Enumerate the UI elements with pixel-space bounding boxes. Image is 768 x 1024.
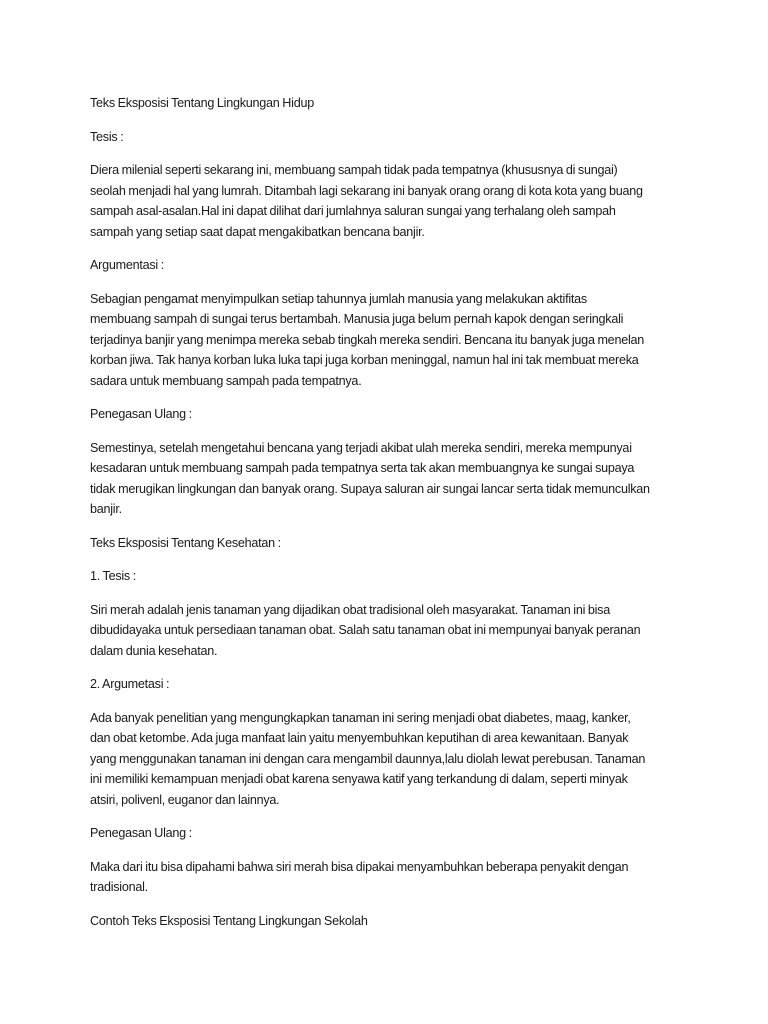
document-page (90, 93, 690, 944)
paragraph-argumetasi-kesehatan: Ada banyak penelitian yang mengungkapkan tanaman ini sering menjadi obat diabetes, maag, kanker, dan obat ketombe. Ada juga manfaat lain yaitu menyembuhkan keputihan di area kewanitaan. Banyak yang menggunakan tanaman ini dengan cara mengambil daunnya,lalu diolah lewat perebusan. Tanaman ini memiliki kemampuan menjadi obat karena senyawa katif yang terkandung di dalam, seperti minyak atsiri, polivenl, euganor dan lainnya. (90, 710, 646, 807)
paragraph-penegasan-ulang-kesehatan: Maka dari itu bisa dipahami bahwa siri merah bisa dipakai menyambuhkan beberapa penyakit dengan tradisional. (90, 859, 629, 894)
section-heading-argumetasi-numbered: 2. Argumetasi : (90, 677, 170, 691)
paragraph-tesis: Diera milenial seperti sekarang ini, membuang sampah tidak pada tempatnya (khususnya di sungai) seolah menjadi hal yang lumrah. Ditambah lagi sekarang ini banyak orang orang di kota kota yang buang sampah asal-asalan.Hal ini dapat dilihat dari jumlahnya saluran sungai yang terhalang oleh sampah sampah yang setiap saat dapat mengakibatkan bencana banjir. (90, 163, 643, 239)
section-heading-argumentasi: Argumentasi : (90, 258, 164, 272)
paragraph-argumentasi: Sebagian pengamat menyimpulkan setiap tahunnya jumlah manusia yang melakukan aktifitas membuang sampah di sungai terus bertambah. Manusia juga belum pernah kapok dengan seringkali terjadinya banjir yang menimpa mereka sebab tingkah mereka sendiri. Bencana itu banyak juga menelan korban jiwa. Tak hanya korban luka luka tapi juga korban meninggal, namun hal ini tak membuat mereka sadara untuk membuang sampah pada tempatnya. (90, 291, 645, 388)
paragraph-tesis-kesehatan: Siri merah adalah jenis tanaman yang dijadikan obat tradisional oleh masyarakat. Tanaman ini bisa dibudidayaka untuk persediaan tanaman obat. Salah satu tanaman obat ini mempunyai banyak peranan dalam dunia kesehatan. (90, 602, 641, 658)
doc-title-lingkungan-sekolah: Contoh Teks Eksposisi Tentang Lingkungan Sekolah (90, 913, 368, 928)
section-heading-tesis-numbered: 1. Tesis : (90, 569, 136, 583)
section-heading-tesis: Tesis : (90, 129, 124, 144)
doc-title-kesehatan: Teks Eksposisi Tentang Kesehatan : (90, 535, 281, 550)
section-heading-penegasan-ulang-kesehatan: Penegasan Ulang : (90, 826, 192, 840)
paragraph-penegasan-ulang: Semestinya, setelah mengetahui bencana yang terjadi akibat ulah mereka sendiri, mereka mempunyai kesadaran untuk membuang sampah pada tempatnya serta tak akan membuangnya ke sungai supaya tidak merugikan lingkungan dan banyak orang. Supaya saluran air sungai lancar serta tidak memunculkan banjir. (90, 440, 650, 516)
section-heading-penegasan-ulang: Penegasan Ulang : (90, 407, 192, 421)
doc-title-lingkungan-hidup: Teks Eksposisi Tentang Lingkungan Hidup (90, 96, 314, 110)
